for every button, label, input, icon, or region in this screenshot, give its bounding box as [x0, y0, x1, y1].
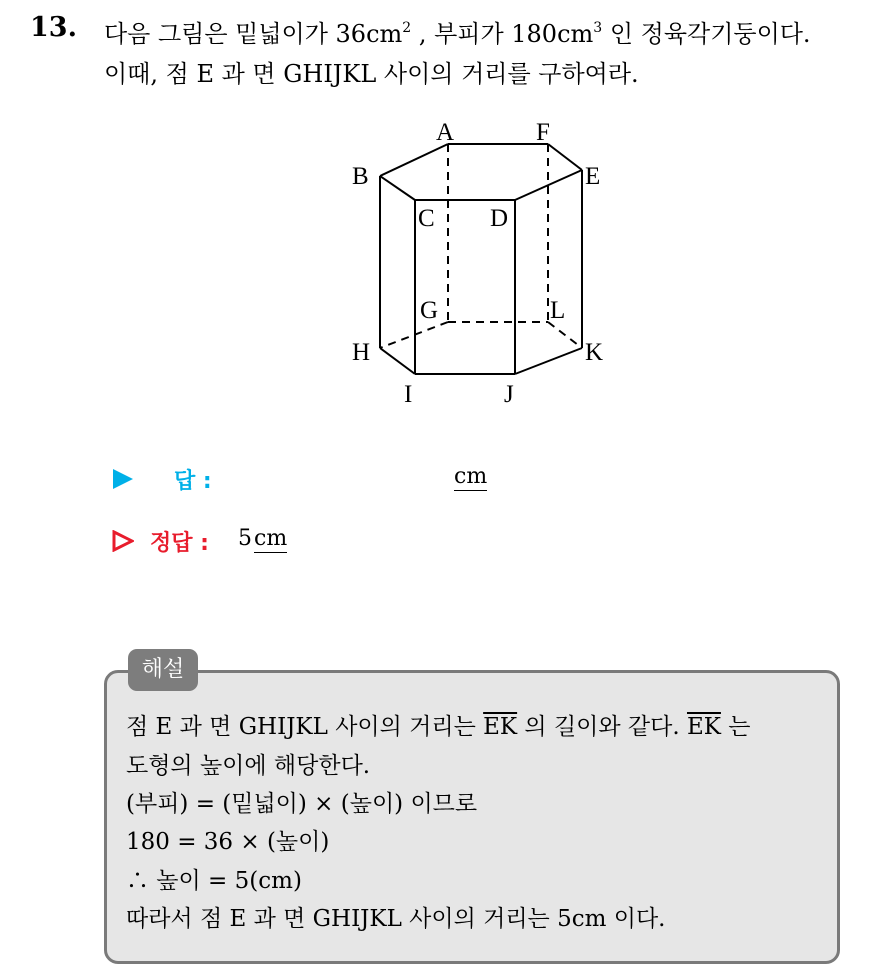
correct-answer-value: 5 — [238, 526, 252, 551]
answer-label: 답 : — [174, 469, 212, 494]
hexagonal-prism-figure — [340, 112, 640, 412]
edge-JK — [515, 348, 582, 374]
edge-FE — [548, 144, 582, 170]
solution-tag: 해설 — [128, 649, 198, 691]
label-G: G — [420, 297, 439, 324]
question-text-line2: 이때, 점 E 과 면 GHIJKL 사이의 거리를 구하여라. — [104, 60, 639, 88]
correct-answer-unit: cm — [254, 526, 288, 551]
hidden-edge-LK — [548, 322, 582, 348]
label-I: I — [404, 381, 413, 408]
segment-ek-2: $\overline{EK}$ — [686, 714, 721, 740]
q1-part-a: 다음 그림은 밑넓이가 36cm — [104, 20, 403, 48]
label-E: E — [585, 163, 601, 190]
label-C: C — [418, 205, 435, 232]
solution-line4: 180 = 36 × (높이) — [126, 829, 330, 855]
segment-ek-1: $\overline{EK}$ — [483, 714, 518, 740]
solution-line1 — [126, 708, 751, 741]
label-F: F — [536, 119, 550, 146]
edge-AB — [380, 144, 448, 176]
q1-sup-3: 3 — [593, 20, 603, 36]
answer-blank-unit[interactable]: cm — [454, 464, 488, 489]
outline-triangle-icon — [112, 530, 134, 552]
question-text-line1 — [104, 14, 811, 49]
correct-answer-label: 정답 : — [150, 531, 209, 556]
q1-sup-2: 2 — [402, 20, 412, 36]
label-H: H — [352, 339, 371, 366]
solution-line5: ∴ 높이 = 5(cm) — [126, 868, 302, 894]
solution-line3: (부피) = (밑넓이) × (높이) 이므로 — [126, 791, 478, 817]
solution-line2: 도형의 높이에 해당한다. — [126, 753, 371, 779]
label-K: K — [585, 339, 604, 366]
play-triangle-icon — [112, 468, 134, 490]
label-A: A — [436, 119, 455, 146]
label-D: D — [490, 205, 509, 232]
label-B: B — [352, 163, 369, 190]
label-J: J — [504, 381, 514, 408]
edge-BC — [380, 176, 415, 200]
sol1-c: 는 — [720, 714, 751, 740]
q1-part-c: 인 정육각기둥이다. — [602, 20, 811, 48]
q1-part-b: , 부피가 180cm — [411, 20, 594, 48]
sol1-a: 점 E 과 면 GHIJKL 사이의 거리는 — [126, 714, 484, 740]
question-number: 13. — [30, 12, 77, 43]
sol1-b: 의 길이와 같다. — [517, 714, 687, 740]
solution-line6: 따라서 점 E 과 면 GHIJKL 사이의 거리는 5cm 이다. — [126, 906, 666, 932]
edge-HI — [380, 348, 415, 374]
label-L: L — [550, 297, 566, 324]
